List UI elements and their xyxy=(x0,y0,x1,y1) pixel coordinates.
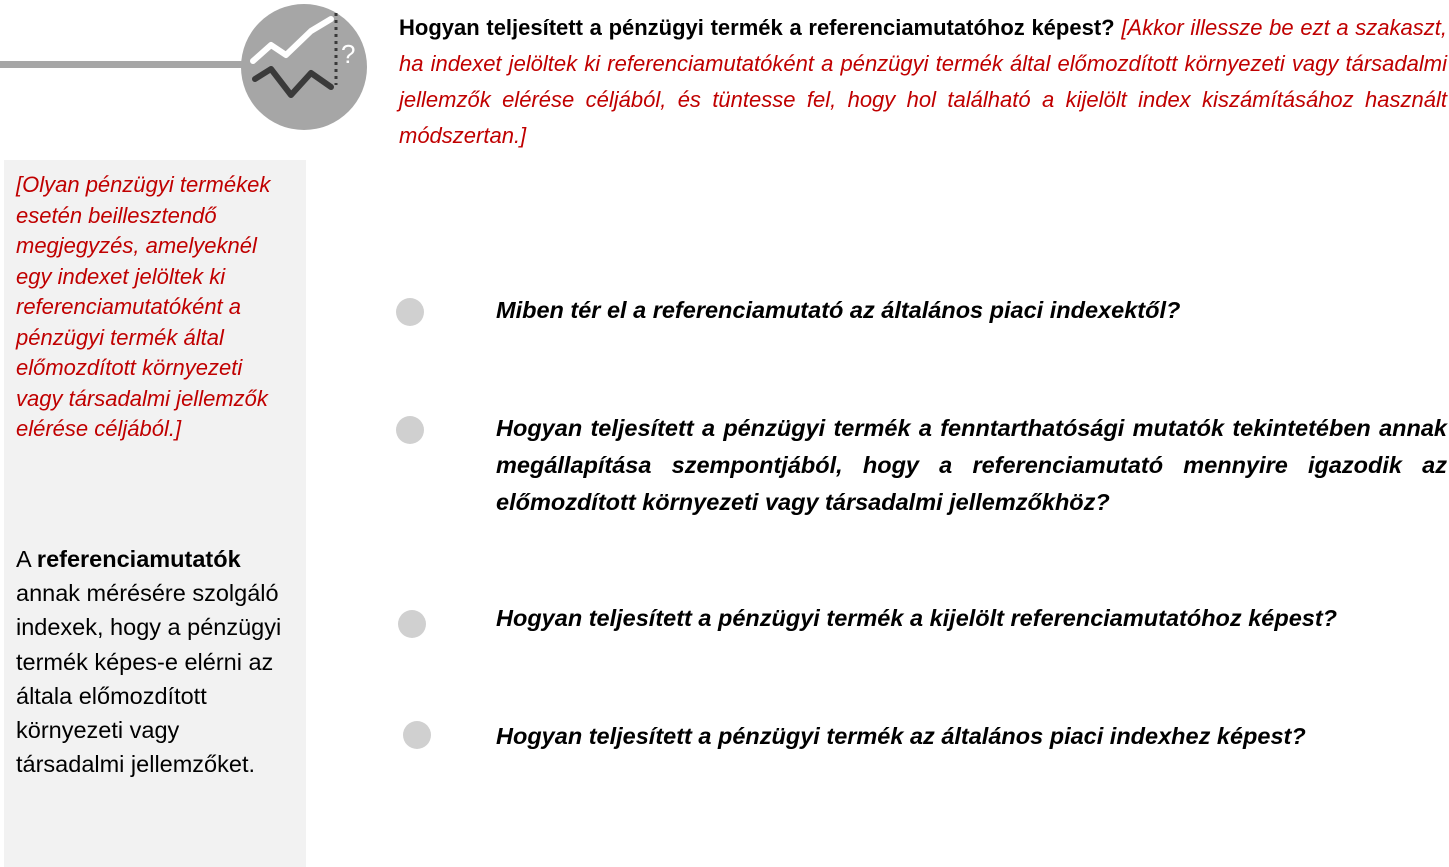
header-question: Hogyan teljesített a pénzügyi termék a referenciamutatóhoz képest? xyxy=(399,15,1115,40)
section-header xyxy=(399,10,1447,154)
question-bullet-2 xyxy=(396,416,424,444)
definition-term: referenciamutatók xyxy=(36,546,241,572)
sidebar-definition xyxy=(16,542,286,781)
definition-text: annak mérésére szolgáló indexek, hogy a pénzügyi termék képes-e elérni az általa előmozdított környezeti vagy társadalmi jellemzőket. xyxy=(16,580,282,778)
question-bullet-1 xyxy=(396,298,424,326)
definition-prefix: A xyxy=(16,546,37,572)
performance-chart-question-icon xyxy=(239,3,369,131)
question-1: Miben tér el a referenciamutató az általános piaci indexektől? xyxy=(496,297,1181,323)
question-bullet-3 xyxy=(398,610,426,638)
header-instruction-note: [Akkor illessze be ezt a szakaszt, ha indexet jelöltek ki referenciamutatóként a pénzügyi termék által előmozdított környezeti vagy társadalmi jellemzők elérése céljából, és tüntesse fel, hogy hol található a kijelölt index kiszámításához használt módszertan.] xyxy=(399,15,1448,148)
header-rule xyxy=(0,61,262,68)
sidebar-panel xyxy=(4,160,306,867)
question-bullet-4 xyxy=(403,721,431,749)
sidebar-instruction-note: [Olyan pénzügyi termékek esetén beillesztendő megjegyzés, amelyeknél egy indexet jelöltek ki referenciamutatóként a pénzügyi termék által előmozdított környezeti vagy társadalmi jellemzők elérése céljából.] xyxy=(16,172,271,441)
question-4: Hogyan teljesített a pénzügyi termék az általános piaci indexhez képest? xyxy=(496,723,1306,749)
question-3: Hogyan teljesített a pénzügyi termék a kijelölt referenciamutatóhoz képest? xyxy=(496,605,1338,631)
svg-text:?: ? xyxy=(341,39,356,69)
question-2: Hogyan teljesített a pénzügyi termék a fenntarthatósági mutatók tekintetében annak megállapítása szempontjából, hogy a referenciamutató mennyire igazodik az előmozdított környezeti vagy társadalmi jellemzőkhöz? xyxy=(496,415,1447,515)
